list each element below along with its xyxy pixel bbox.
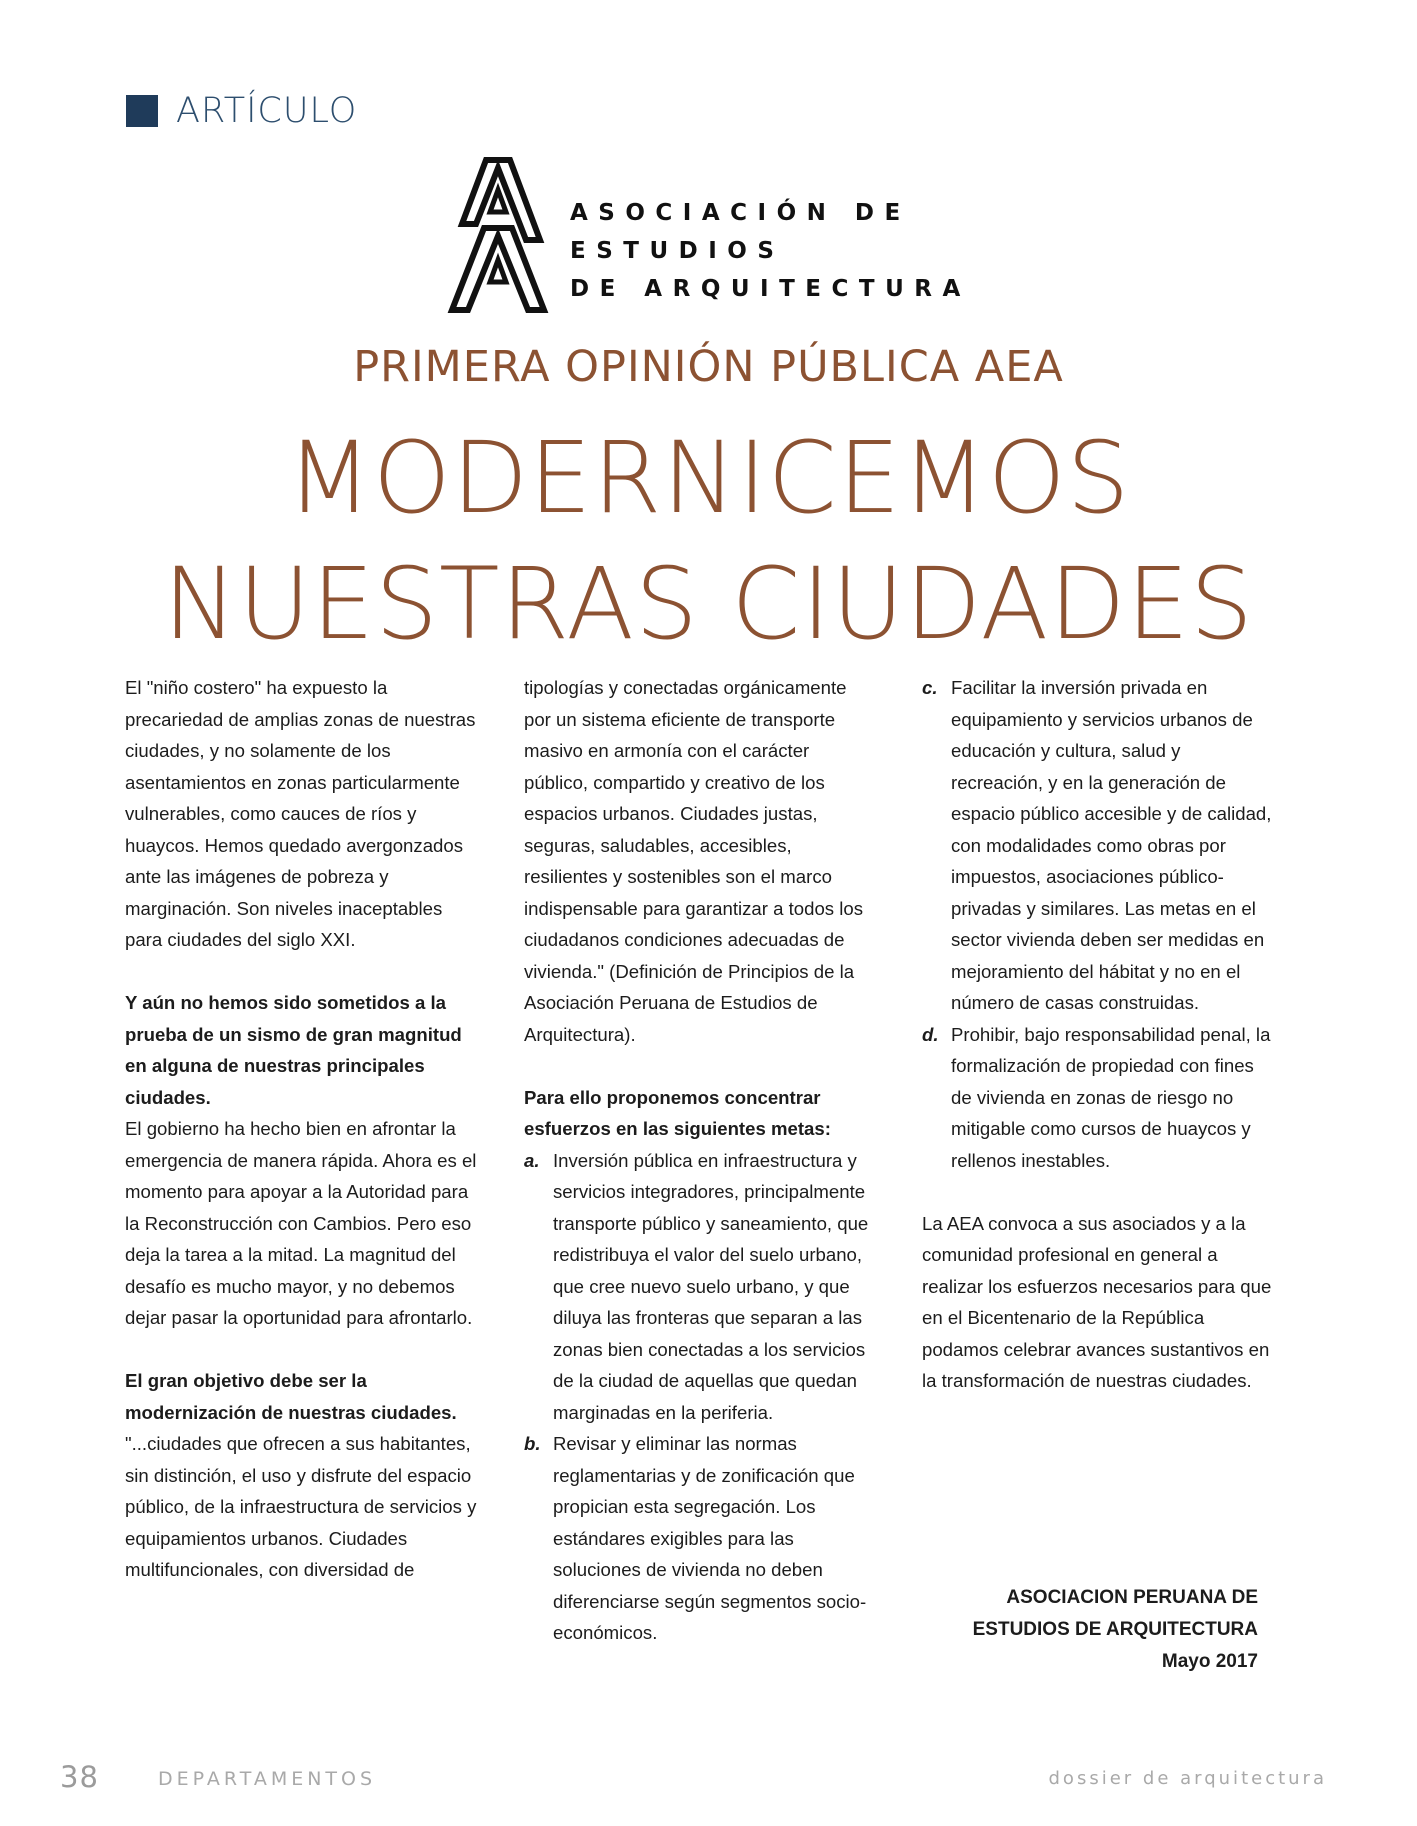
signature-line-1: ASOCIACION PERUANA DE	[1006, 1587, 1258, 1608]
paragraph: tipologías y conectadas orgánicamente por un sistema eficiente de transporte masivo en armonía con el carácter público, compartido y creativo de los espacios urbanos. Ciudades justas, seguras, saludables, accesibles, resilientes y sostenibles son el marco indispensable para garantizar a todos los ciudadanos condiciones adecuadas de vivienda." (Definición de Principios de la Asociación Peruana de Estudios de Arquitectura).	[524, 677, 864, 1045]
article-headline	[0, 416, 1417, 668]
logo-line-2: ESTUDIOS	[570, 238, 785, 264]
paragraph	[125, 987, 480, 1334]
page-number: 38	[60, 1760, 99, 1794]
article-kicker: PRIMERA OPINIÓN PÚBLICA AEA	[353, 342, 1064, 392]
paragraph: El "niño costero" ha expuesto la precariedad de amplias zonas de nuestras ciudades, y no solamente de los asentamientos en zonas particularmente vulnerables, como cauces de ríos y huaycos. Hemos quedado avergonzados ante las imágenes de pobreza y marginación. Son niveles inaceptables para ciudades del siglo XXI.	[125, 677, 476, 950]
signature	[922, 1582, 1258, 1678]
headline-line-1: MODERNICEMOS	[286, 421, 1131, 536]
goal-marker: a.	[524, 1149, 540, 1171]
footer-magazine: dossier de arquitectura	[1048, 1768, 1327, 1789]
column-1	[125, 672, 480, 1617]
goal-text: Prohibir, bajo responsabilidad penal, la formalización de propiedad con fines de vivienda en zonas de riesgo no mitigable como cursos de huaycos y rellenos inestables.	[951, 1023, 1271, 1171]
goal-marker: b.	[524, 1433, 541, 1454]
paragraph-lead: Y aún no hemos sido sometidos a la prueba de un sismo de gran magnitud en alguna de nuestras principales ciudades.	[125, 992, 462, 1108]
goal-text: Facilitar la inversión privada en equipamiento y servicios urbanos de educación y cultura, salud y recreación, y en la generación de espacio público accesible y de calidad, con modalidades como obras por impuestos, asociaciones público-privadas y similares. Las metas en el sector vivienda deben ser medidas en mejoramiento del hábitat y no en el número de casas construidas.	[951, 677, 1272, 1013]
section-label: ARTÍCULO	[176, 91, 358, 131]
paragraph-body: El gobierno ha hecho bien en afrontar la emergencia de manera rápida. Ahora es el momento para apoyar a la Autoridad para la Reconstrucción con Cambios. Pero eso deja la tarea a la mitad. La magnitud del desafío es mucho mayor, y no debemos dejar pasar la oportunidad para afrontarlo.	[125, 1118, 477, 1328]
paragraph-body: "...ciudades que ofrecen a sus habitantes, sin distinción, el uso y disfrute del espacio público, de la infraestructura de servicios y equipamientos urbanos. Ciudades multifuncionales, con diversidad de	[125, 1433, 477, 1580]
closing-paragraph: La AEA convoca a sus asociados y a la comunidad profesional en general a realizar los esfuerzos necesarios para que en el Bicentenario de la República podamos celebrar avances sustantivos en la transformación de nuestras ciudades.	[922, 1212, 1272, 1391]
signature-date: Mayo 2017	[1161, 1651, 1258, 1672]
paragraph-lead: El gran objetivo debe ser la modernización de nuestras ciudades.	[125, 1370, 457, 1423]
goal-text: Revisar y eliminar las normas reglamentarias y de zonificación que propician esta segregación. Los estándares exigibles para las soluciones de vivienda no deben diferenciarse según segmentos socio-económicos.	[553, 1433, 867, 1643]
goal-item	[922, 1019, 1272, 1177]
goal-marker: d.	[922, 1023, 939, 1045]
paragraph	[125, 1365, 480, 1586]
goal-item	[524, 1428, 874, 1649]
aea-logo	[440, 156, 1000, 316]
goal-item	[524, 1145, 874, 1429]
goal-item	[922, 672, 1272, 1019]
goals-lead: Para ello proponemos concentrar esfuerzos en las siguientes metas:	[524, 1086, 831, 1139]
signature-line-2: ESTUDIOS DE ARQUITECTURA	[972, 1619, 1258, 1640]
headline-line-2: NUESTRAS CIUDADES	[163, 547, 1254, 662]
section-tag	[126, 91, 357, 131]
aea-logo-icon	[440, 156, 560, 316]
goals-block	[524, 1082, 874, 1649]
goal-marker: c.	[922, 677, 938, 698]
section-square-icon	[126, 95, 158, 127]
logo-wordmark	[570, 194, 971, 308]
column-2	[524, 672, 874, 1649]
footer-department: DEPARTAMENTOS	[158, 1768, 377, 1790]
column-3	[922, 672, 1272, 1428]
logo-line-3: DE ARQUITECTURA	[570, 276, 971, 302]
logo-line-1: ASOCIACIÓN DE	[570, 200, 911, 226]
goal-text: Inversión pública en infraestructura y servicios integradores, principalmente transporte público y saneamiento, que redistribuya el valor del suelo urbano, que cree nuevo suelo urbano, y que diluya las fronteras que separan a las zonas bien conectadas a los servicios de la ciudad de aquellas que quedan marginadas en la periferia.	[553, 1149, 869, 1423]
